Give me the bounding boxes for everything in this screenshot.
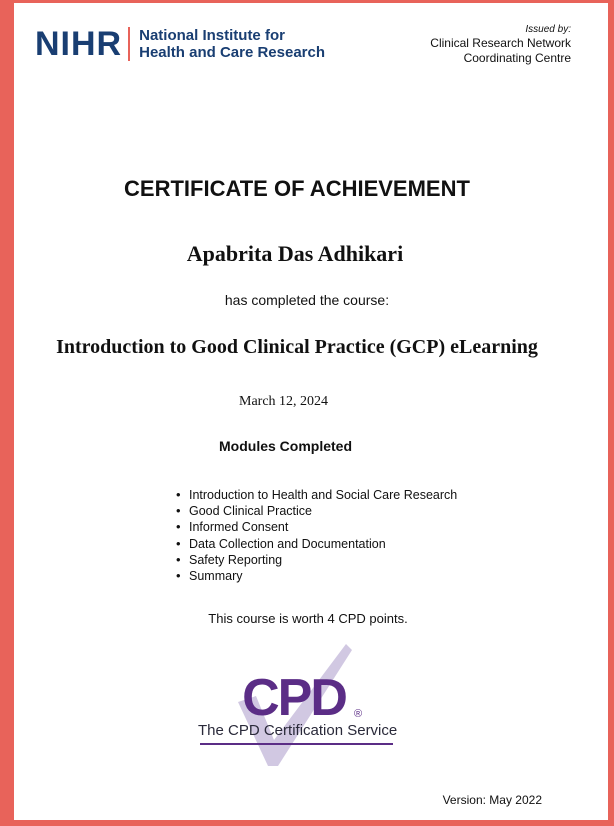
border-right: [608, 0, 614, 826]
modules-list: [189, 487, 457, 584]
border-left: [0, 0, 14, 826]
completed-text: has completed the course:: [224, 292, 390, 308]
issued-by-label: Issued by:: [525, 24, 571, 35]
nihr-logo: [35, 26, 325, 62]
cpd-service-text: The CPD Certification Service: [198, 722, 398, 739]
certificate-title: CERTIFICATE OF ACHIEVEMENT: [124, 176, 470, 201]
module-item: • Good Clinical Practice: [189, 503, 457, 519]
issuer-line-1: Clinical Research Network: [430, 36, 571, 50]
version-label: Version: May 2022: [442, 793, 542, 807]
recipient-name: Apabrita Das Adhikari: [186, 241, 404, 266]
cpd-underline: [200, 743, 393, 745]
modules-heading: Modules Completed: [219, 438, 353, 454]
module-item: • Informed Consent: [189, 519, 457, 535]
cpd-points-note: This course is worth 4 CPD points.: [208, 611, 408, 626]
course-name: Introduction to Good Clinical Practice (GCP) eLearning: [56, 336, 538, 358]
module-item: • Data Collection and Documentation: [189, 536, 457, 552]
registered-mark: ®: [354, 708, 363, 720]
logo-line-2: Health and Care Research: [139, 44, 326, 61]
module-item: • Summary: [189, 568, 457, 584]
completion-date: March 12, 2024: [239, 394, 329, 409]
logo-line-1: National Institute for: [139, 27, 285, 44]
module-item: • Introduction to Health and Social Care Research: [189, 487, 457, 503]
issuer-block: [430, 23, 571, 66]
cpd-logo: [196, 640, 396, 770]
issuer-line-2: Coordinating Centre: [463, 51, 571, 65]
nihr-logo-text: [139, 27, 325, 61]
border-bottom: [0, 820, 614, 826]
module-item: • Safety Reporting: [189, 552, 457, 568]
nihr-logo-mark: NIHR: [35, 25, 123, 63]
border-top: [0, 0, 614, 3]
cpd-logo-mark: CPD: [242, 669, 346, 727]
logo-divider: [128, 27, 130, 61]
